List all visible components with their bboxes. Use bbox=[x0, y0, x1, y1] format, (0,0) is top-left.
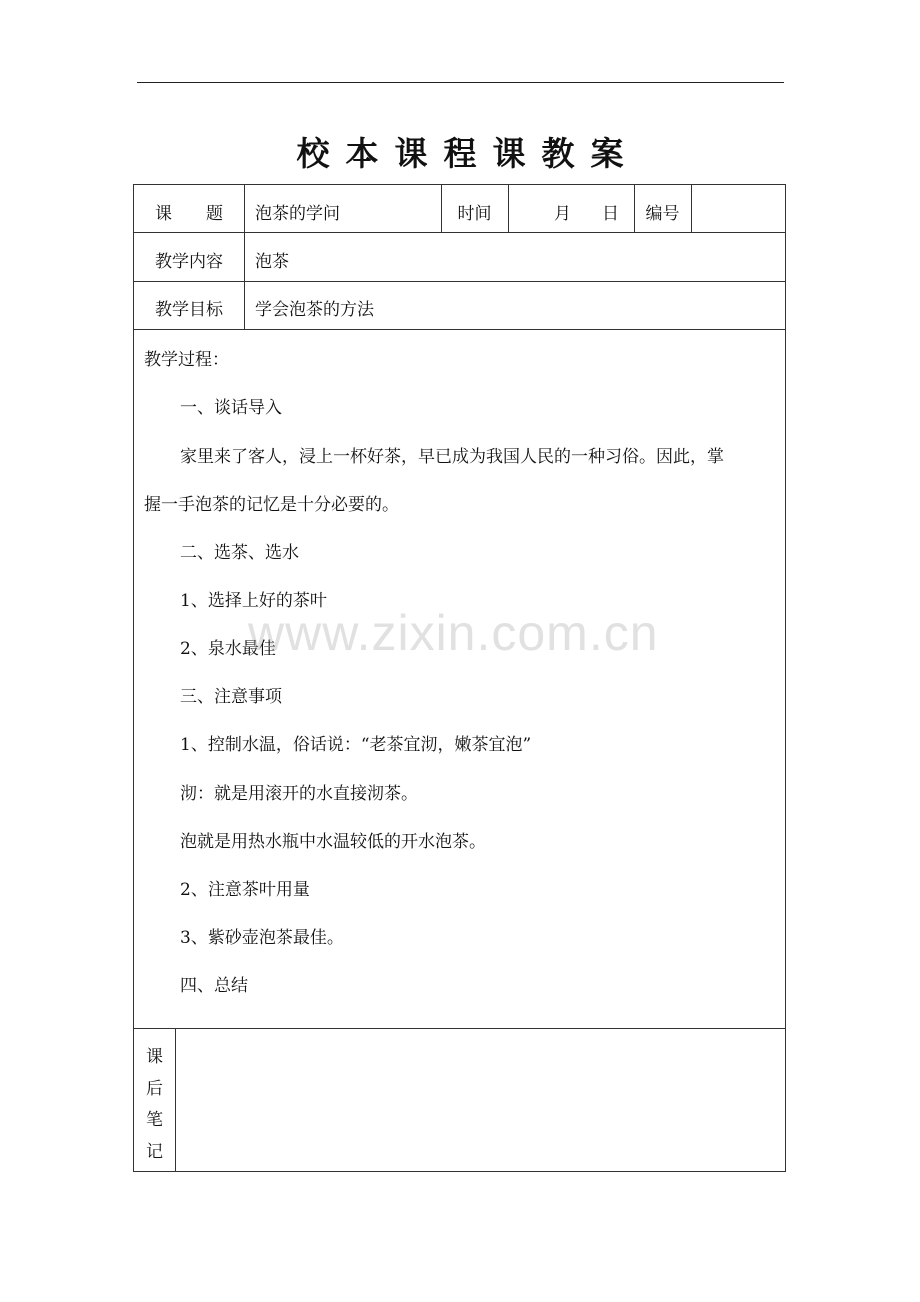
process-line: 一、谈话导入 bbox=[180, 398, 282, 418]
process-line: 家里来了客人，浸上一杯好茶，早已成为我国人民的一种习俗。因此，掌 bbox=[180, 447, 724, 467]
goal-value: 学会泡茶的方法 bbox=[255, 300, 374, 320]
goal-label: 教学目标 bbox=[155, 300, 223, 320]
title-char: 案 bbox=[590, 134, 624, 173]
notes-label-char: 记 bbox=[146, 1141, 163, 1162]
process-line: 三、注意事项 bbox=[180, 687, 282, 707]
col-divider bbox=[508, 185, 509, 232]
lesson-plan-table bbox=[133, 184, 786, 1172]
process-line: 3、紫砂壶泡茶最佳。 bbox=[180, 928, 344, 948]
process-line: 1、选择上好的茶叶 bbox=[180, 591, 327, 611]
time-label: 时间 bbox=[457, 204, 492, 224]
row-divider bbox=[134, 281, 785, 282]
page-title bbox=[0, 128, 920, 175]
notes-label bbox=[134, 1031, 175, 1173]
row-divider bbox=[134, 329, 785, 330]
process-line: 沏：就是用滚开的水直接沏茶。 bbox=[180, 784, 418, 804]
title-char: 校 bbox=[296, 134, 330, 173]
col-divider bbox=[691, 185, 692, 232]
title-char: 教 bbox=[541, 134, 575, 173]
notes-label-char: 后 bbox=[146, 1078, 163, 1099]
process-line: 2、泉水最佳 bbox=[180, 639, 276, 659]
content-value: 泡茶 bbox=[255, 252, 289, 272]
watermark: www.zixin.com.cn bbox=[248, 605, 659, 661]
content-label: 教学内容 bbox=[155, 252, 223, 272]
process-line: 四、总结 bbox=[180, 976, 248, 996]
row-divider bbox=[134, 1028, 785, 1029]
title-char: 本 bbox=[345, 134, 379, 173]
day-label: 日 bbox=[602, 204, 619, 224]
top-rule bbox=[137, 82, 784, 83]
number-label: 编号 bbox=[645, 204, 680, 224]
process-line: 泡就是用热水瓶中水温较低的开水泡茶。 bbox=[180, 832, 486, 852]
notes-label-char: 课 bbox=[146, 1047, 163, 1068]
process-heading: 教学过程： bbox=[144, 350, 229, 370]
col-divider bbox=[175, 1028, 176, 1171]
month-label: 月 bbox=[554, 204, 571, 224]
topic-label: 课 题 bbox=[155, 204, 223, 224]
row-divider bbox=[134, 232, 785, 233]
process-line: 1、控制水温，俗话说：“老茶宜沏，嫩茶宜泡” bbox=[180, 735, 532, 755]
process-line: 二、选茶、选水 bbox=[180, 543, 299, 563]
col-divider bbox=[244, 185, 245, 329]
notes-label-char: 笔 bbox=[146, 1110, 163, 1131]
process-line: 2、注意茶叶用量 bbox=[180, 880, 310, 900]
topic-value: 泡茶的学问 bbox=[255, 204, 340, 224]
process-line: 握一手泡茶的记忆是十分必要的。 bbox=[144, 495, 399, 515]
title-char: 课 bbox=[492, 134, 526, 173]
title-char: 程 bbox=[443, 134, 477, 173]
title-char: 课 bbox=[394, 134, 428, 173]
